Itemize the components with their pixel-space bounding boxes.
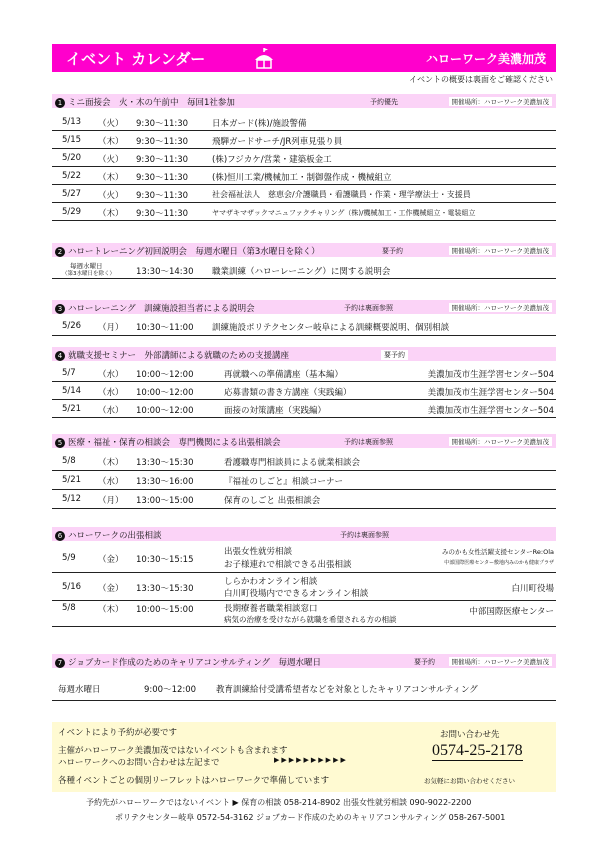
inquiry-note: ハローワークへのお問い合わせは左記まで — [58, 758, 220, 768]
organizer-note: 主催がハローワーク美濃加茂ではないイベントも含まれます — [58, 746, 288, 756]
section-4-header — [52, 347, 556, 361]
table-row: 5/22 （木） 9:30～11:30 (株)恒川工業/機械加工・制御盤作成・機械組立 — [52, 167, 556, 185]
section-5-header — [52, 434, 556, 448]
footer-line-2: ポリテクセンター岐阜 0572-54-3162 ジョブカード作成のためのキャリアコンサルティング 058-267-5001 — [115, 813, 506, 822]
table-row: 5/8 （木） 13:30～15:30 看護職専門相談員による就業相談会 — [52, 452, 556, 471]
contact-label: お問い合わせ先 — [440, 730, 500, 740]
table-row: 5/21 （水） 13:30～16:00 『福祉のしごと』相談コーナー — [52, 471, 556, 490]
tent-icon — [252, 46, 276, 70]
section-7-title: 7 ジョブカード作成のためのキャリアコンサルティング 毎週水曜日 — [55, 656, 321, 668]
arrow-icons: ▶▶▶▶▶▶▶▶▶▶ — [274, 756, 348, 764]
leaflet-note: 各種イベントごとの個別リーフレットはハローワークで準備しています — [58, 776, 330, 786]
table-row: 5/29 （木） 9:30～11:30 ヤマザキマザックマニュファクチャリング（株)/機械加工・工作機械組立・電装組立 — [52, 203, 556, 221]
table-row: 5/12 （月） 13:00～15:00 保育のしごと 出張相談会 — [52, 490, 556, 509]
section-7-header — [52, 654, 556, 668]
table-row: 5/8 （木） 10:00～15:00 長期療養者職業相談窓口 病気の治療を受けながら就職を希望される方の相談 中部国際医療センター — [52, 601, 556, 627]
reservation-note: イベントにより予約が必要です — [58, 728, 178, 738]
section-5-tag: 予約は裏面参照 — [344, 438, 393, 446]
table-row: 毎週水曜日 （第3水曜日を除く） 13:30～14:30 職業訓練（ハローレーニング）に関する説明会 — [52, 260, 556, 279]
section-3-header — [52, 300, 556, 314]
section-5-title: 5 医療・福祉・保育の相談会 専門機関による出張相談会 — [55, 436, 281, 448]
header-banner — [52, 44, 556, 72]
contact-phone[interactable]: 0574-25-2178 — [432, 742, 523, 759]
section-7-location: 開催場所：ハローワーク美濃加茂 — [449, 657, 553, 666]
section-2-header — [52, 243, 556, 257]
footer-line-1: 予約先がハローワークではないイベント ▶ 保育の相談 058-214-8902 出張女性就労相談 090-9022-2200 — [86, 798, 472, 807]
section-2-tag: 要予約 — [382, 247, 403, 255]
header-note: イベントの概要は裏面をご確認ください — [409, 75, 553, 84]
section-3-tag: 予約は裏面参照 — [344, 304, 393, 312]
section-4-tag: 要予約 — [381, 350, 408, 360]
table-row: 5/16 （金） 13:30～15:30 しらかわオンライン相談 白川町役場内でできるオンライン相談 白川町役場 — [52, 573, 556, 601]
section-1-tag: 予約優先 — [370, 98, 398, 106]
page-title: イベント カレンダー — [66, 50, 206, 68]
section-3-title: 3 ハローレーニング 訓練施設担当者による説明会 — [55, 302, 255, 314]
section-3-location: 開催場所：ハローワーク美濃加茂 — [449, 303, 553, 312]
table-row: 毎週水曜日 9:00～12:00 教育訓練給付受講希望者などを対象としたキャリアコンサルティング — [52, 677, 556, 701]
table-row: 5/21 （水） 10:00～12:00 面接の対策講座（実践編） 美濃加茂市生涯学習センター504 — [52, 400, 556, 418]
section-2-title: 2 ハロートレーニング初回説明会 毎週水曜日（第3水曜日を除く） — [55, 245, 320, 257]
office-name: ハローワーク美濃加茂 — [425, 52, 546, 66]
table-row: 5/7 （水） 10:00～12:00 再就職への準備講座（基本編） 美濃加茂市生涯学習センター504 — [52, 364, 556, 382]
section-1-title: 1 ミニ面接会 火・木の午前中 毎回1社参加 — [55, 96, 235, 108]
contact-note: お気軽にお問い合わせください — [424, 777, 515, 785]
table-row: 5/15 （木） 9:30～11:30 飛騨ガードサーチ/JR列車見張り員 — [52, 131, 556, 149]
section-4-title: 4 就職支援セミナー 外部講師による就職のための支援講座 — [55, 349, 289, 361]
contact-box — [52, 722, 556, 792]
section-5-location: 開催場所：ハローワーク美濃加茂 — [449, 437, 553, 446]
table-row: 5/9 （金） 10:30～15:15 出張女性就労相談 お子様連れで相談できる出張相談 みのかも女性活躍支援センターRe:Ola 中部国際医療センター敷地内みのかも健康プラザ — [52, 543, 556, 573]
table-row: 5/14 （水） 10:00～12:00 応募書類の書き方講座（実践編） 美濃加茂市生涯学習センター504 — [52, 382, 556, 400]
section-1-header — [52, 94, 556, 108]
section-2-location: 開催場所：ハローワーク美濃加茂 — [449, 246, 553, 255]
section-6-title: 6 ハローワークの出張相談 — [55, 529, 162, 541]
table-row: 5/20 （火） 9:30～11:30 (株)フジカケ/営業・建築板金工 — [52, 149, 556, 167]
table-row: 5/13 （火） 9:30～11:30 日本ガード(株)/施設警備 — [52, 113, 556, 131]
section-6-header — [52, 527, 556, 541]
table-row: 5/26 （月） 10:30～11:00 訓練施設ポリテクセンター岐阜による訓練概要説明、個別相談 — [52, 317, 556, 336]
section-6-tag: 予約は裏面参照 — [340, 531, 389, 539]
section-1-location: 開催場所：ハローワーク美濃加茂 — [449, 97, 553, 106]
section-7-tag: 要予約 — [414, 658, 435, 666]
table-row: 5/27 （火） 9:30～11:30 社会福祉法人 慈恵会/介護職員・看護職員・作業・理学療法士・支援員 — [52, 185, 556, 203]
